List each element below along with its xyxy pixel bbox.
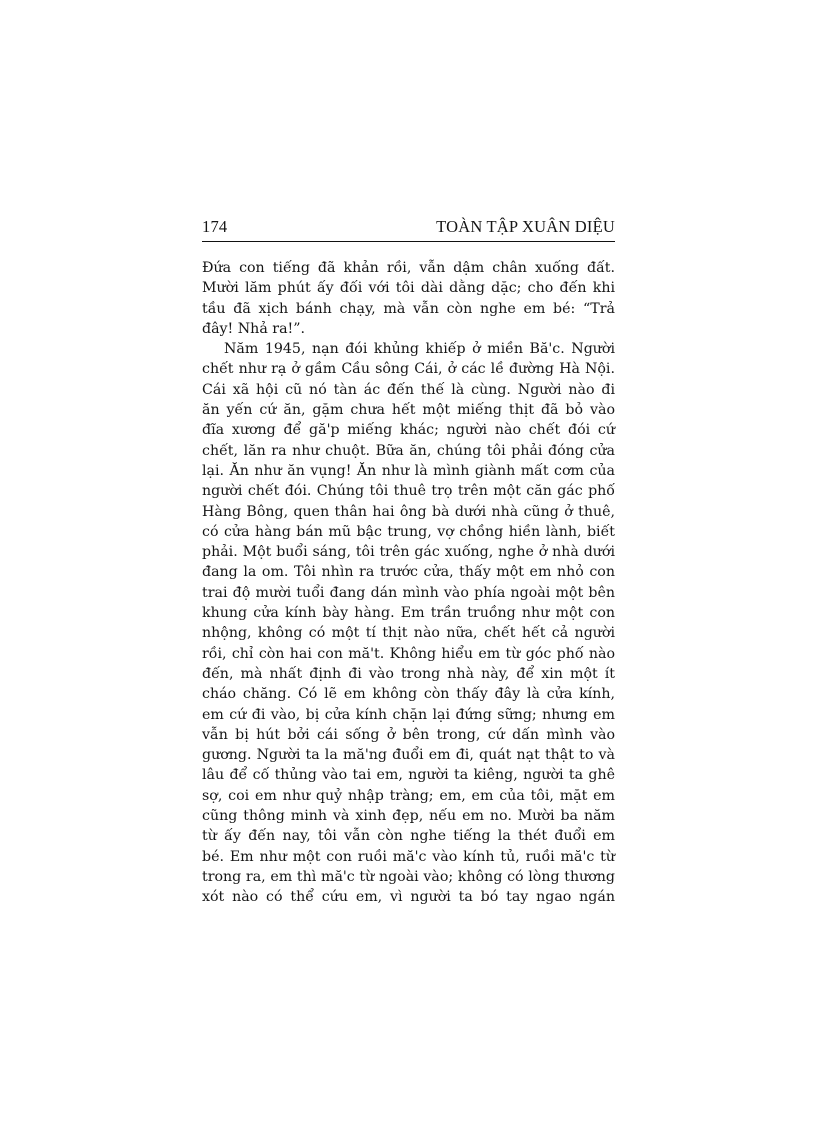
text-line: chết như rạ ở gầm Cầu sông Cái, ở các lề đường Hà Nội. bbox=[202, 361, 615, 378]
text-line: xót nào có thể cứu em, vì người ta bó tay ngao ngán bbox=[202, 889, 615, 906]
text-line: tầu đã xịch bánh chạy, mà vẫn còn nghe em bé: “Trả bbox=[202, 300, 615, 317]
text-line: nhộng, không có một tí thịt nào nữa, chết hết cả người bbox=[202, 625, 615, 642]
body-text bbox=[202, 258, 615, 908]
page-number: 174 bbox=[202, 217, 228, 236]
text-line: đây! Nhả ra!”. bbox=[202, 320, 305, 337]
text-line: gương. Người ta la mă'ng đuổi em đi, quát nạt thật to và bbox=[202, 747, 615, 764]
text-line: người chết đói. Chúng tôi thuê trọ trên một căn gác phố bbox=[202, 483, 615, 500]
header-rule bbox=[202, 241, 615, 242]
running-header bbox=[202, 217, 615, 241]
text-line: bé. Em như một con ruồi mă'c vào kính tủ, ruồi mă'c từ bbox=[202, 848, 615, 865]
text-line: cháo chăng. Có lẽ em không còn thấy đây là cửa kính, bbox=[202, 686, 615, 703]
text-line: em cứ đi vào, bị cửa kính chặn lại đứng sững; nhưng em bbox=[202, 706, 615, 723]
text-line: trai độ mười tuổi đang dán mình vào phía ngoài một bên bbox=[202, 584, 615, 601]
text-line: đang la om. Tôi nhìn ra trước cửa, thấy một em nhỏ con bbox=[202, 564, 615, 581]
text-line: đĩa xương để gă'p miếng khác; người nào chết đói cứ bbox=[202, 422, 615, 439]
paragraph-2 bbox=[202, 339, 615, 907]
text-line: đến, mà nhất định đi vào trong nhà này, để xin một ít bbox=[202, 665, 615, 682]
text-line: Năm 1945, nạn đói khủng khiếp ở miền Bă'c. Người bbox=[224, 341, 615, 358]
text-line: Hàng Bông, quen thân hai ông bà dưới nhà cũng ở thuê, bbox=[202, 503, 615, 520]
text-line: trong ra, em thì mă'c từ ngoài vào; không có lòng thương bbox=[202, 868, 615, 885]
text-line: có cửa hàng bán mũ bậc trung, vợ chồng hiền lành, biết bbox=[202, 523, 615, 540]
text-line: vẫn bị hút bởi cái sống ở bên trong, cứ dấn mình vào bbox=[202, 726, 615, 743]
text-line: khung cửa kính bày hàng. Em trần truồng như một con bbox=[202, 605, 615, 622]
text-line: Mười lăm phút ấy đối với tôi dài dằng dặc; cho đến khi bbox=[202, 280, 615, 297]
text-line: cũng thông minh và xinh đẹp, nếu em no. Mười ba năm bbox=[202, 808, 615, 825]
text-line: chết, lăn ra như chuột. Bữa ăn, chúng tôi phải đóng cửa bbox=[202, 442, 615, 459]
text-line: ăn yến cứ ăn, gặm chưa hết một miếng thịt đã bỏ vào bbox=[202, 402, 615, 419]
text-line: lâu để cố thủng vào tai em, người ta kiêng, người ta ghê bbox=[202, 767, 615, 784]
book-title: TOÀN TẬP XUÂN DIỆU bbox=[436, 217, 615, 236]
text-line: sợ, coi em như quỷ nhập tràng; em, em của tôi, mặt em bbox=[202, 787, 615, 804]
text-line: từ ấy đến nay, tôi vẫn còn nghe tiếng la thét đuổi em bbox=[202, 828, 615, 845]
paragraph-1 bbox=[202, 258, 615, 339]
text-line: phải. Một buổi sáng, tôi trên gác xuống, nghe ở nhà dưới bbox=[202, 544, 615, 561]
text-line: lại. Ăn như ăn vụng! Ăn như là mình giành mất cơm của bbox=[202, 462, 615, 479]
text-line: Đứa con tiếng đã khản rồi, vẫn dậm chân xuống đất. bbox=[202, 260, 615, 276]
text-line: rồi, chỉ còn hai con mă't. Không hiểu em từ góc phố nào bbox=[202, 645, 615, 662]
text-line: Cái xã hội cũ nó tàn ác đến thế là cùng. Người nào đi bbox=[202, 381, 615, 398]
